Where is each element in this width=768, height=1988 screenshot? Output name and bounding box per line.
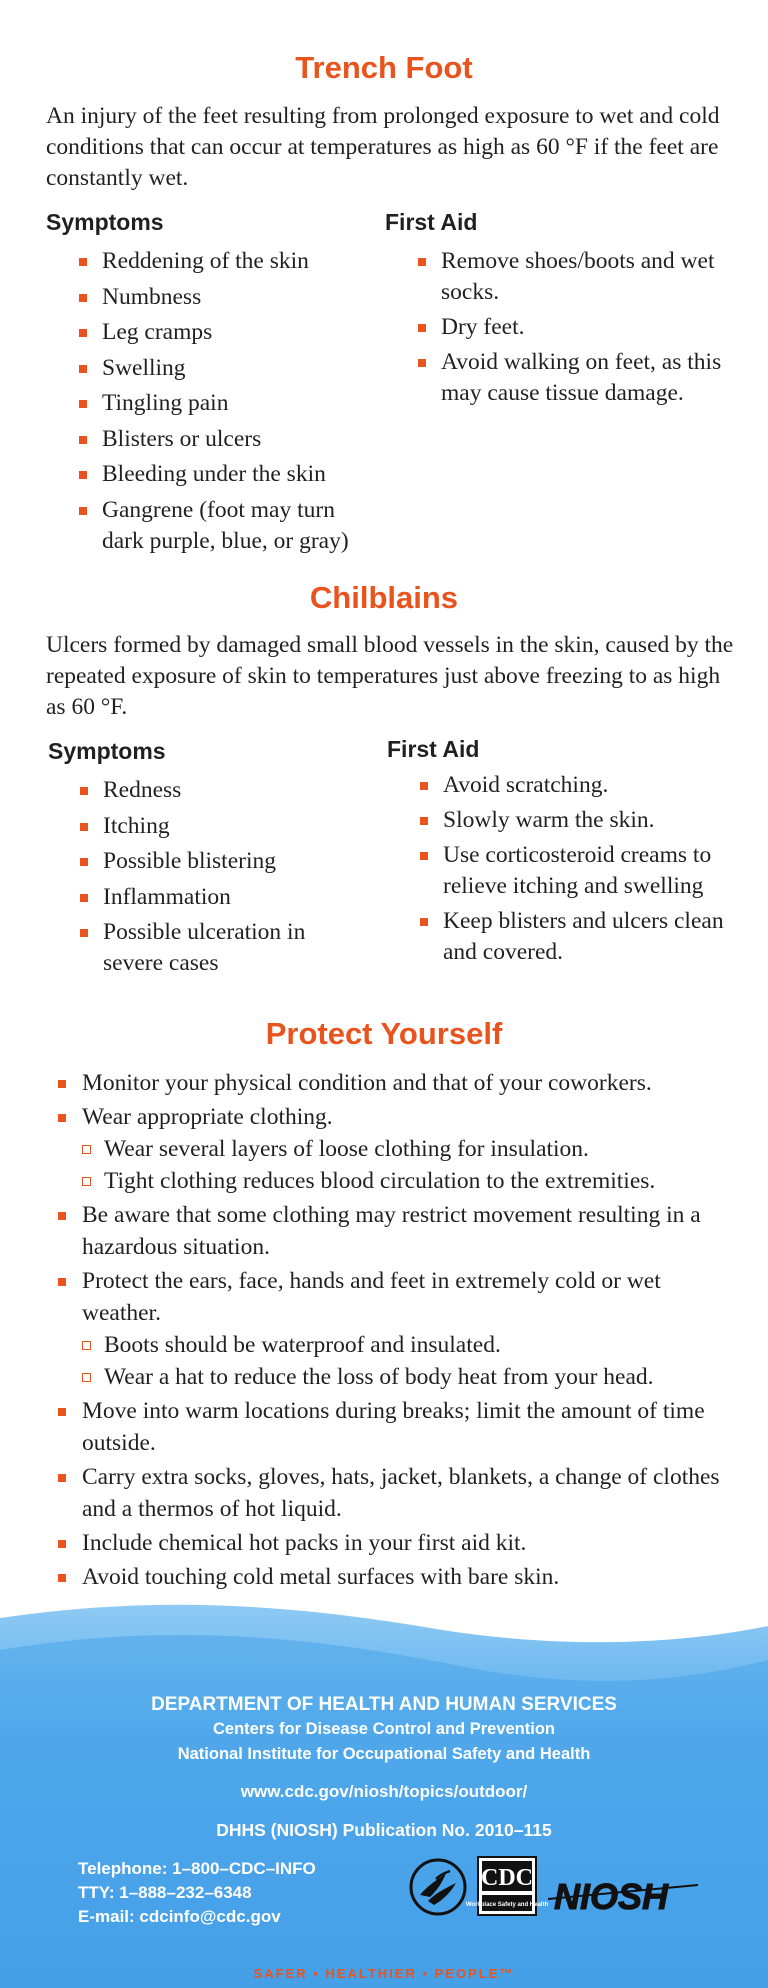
protect-yourself-list [58,1067,738,1595]
chilblains-intro: Ulcers formed by damaged small blood vessels in the skin, caused by the repeated exposure of skin to temperatures just above freezing to as high as 60 °F. [46,632,734,720]
bullet-square-icon [80,894,88,902]
symptom-item-text: Reddening of the skin [102,248,309,274]
protect-sublist [82,1133,738,1197]
footer-email[interactable]: E-mail: cdcinfo@cdc.gov [78,1907,281,1926]
bullet-square-icon [418,258,426,266]
cdc-logo-text: CDC [481,1865,533,1891]
bullet-square-icon [79,471,87,479]
symptom-item [80,846,370,877]
bullet-square-icon [79,258,87,266]
footer-niosh-full: National Institute for Occupational Safety and Health [177,1745,591,1763]
symptom-item-text: Tingling pain [102,390,229,416]
symptom-item-text: Leg cramps [102,319,213,345]
protect-item-text: Move into warm locations during breaks; limit the amount of time outside. [82,1398,705,1456]
bullet-square-icon [79,365,87,373]
protect-subitem-text: Tight clothing reduces blood circulation to the extremities. [104,1168,656,1194]
symptom-item [79,246,369,277]
bullet-square-icon [79,294,87,302]
footer-tty: TTY: 1–888–232–6348 [78,1883,252,1902]
protect-yourself-title: Protect Yourself [265,1016,503,1051]
chilblains-title: Chilblains [309,580,459,615]
protect-subitem [82,1133,738,1165]
trench-foot-first-aid-list [418,246,738,413]
protect-item-text: Include chemical hot packs in your first aid kit. [82,1530,527,1556]
symptom-item-text: Inflammation [103,883,231,910]
protect-subitem [82,1361,738,1393]
symptom-item [79,495,369,557]
symptom-item-text: Itching [103,812,170,839]
trench-foot-symptoms-list [79,246,369,561]
protect-item [58,1395,738,1459]
symptom-item [80,775,370,806]
bullet-square-icon [420,918,428,926]
bullet-square-icon [418,324,426,332]
symptom-item-text: Possible ulceration in severe cases [103,919,306,976]
bullet-hollow-square-icon [82,1373,91,1382]
protect-item [58,1265,738,1393]
footer-department: DEPARTMENT OF HEALTH AND HUMAN SERVICES [151,1694,617,1715]
protect-item [58,1527,738,1559]
footer-cdc: Centers for Disease Control and Prevention [213,1720,555,1738]
symptom-item [79,459,369,490]
protect-subitem [82,1329,738,1361]
symptom-item-text: Redness [103,777,182,803]
first-aid-item-text: Avoid scratching. [443,772,609,798]
footer-contact [78,1857,316,1929]
protect-item-text: Be aware that some clothing may restrict movement resulting in a hazardous situation. [82,1202,701,1260]
hhs-eagle-logo-icon [406,1855,470,1919]
protect-item-text: Wear appropriate clothing. [82,1104,333,1130]
first-aid-item [420,770,740,801]
protect-item [58,1101,738,1197]
trench-foot-intro: An injury of the feet resulting from prolonged exposure to wet and cold conditions that can occur at temperatures as high as 60 °F if the feet are constantly wet. [46,103,720,191]
bullet-square-icon [58,1540,66,1548]
bullet-square-icon [58,1278,66,1286]
protect-subitem-text: Wear several layers of loose clothing for insulation. [104,1136,589,1162]
niosh-logo-text: NIOSH [554,1876,669,1917]
first-aid-item-text: Dry feet. [441,314,525,340]
symptom-item [79,388,369,419]
symptom-item [79,424,369,455]
bullet-square-icon [58,1114,66,1122]
protect-item [58,1067,738,1099]
trench-foot-title: Trench Foot [295,50,473,85]
first-aid-item [418,246,738,308]
bullet-square-icon [80,929,88,937]
protect-subitem-text: Wear a hat to reduce the loss of body heat from your head. [104,1364,654,1390]
bullet-square-icon [80,858,88,866]
symptom-item [79,353,369,384]
protect-item-text: Carry extra socks, gloves, hats, jacket, blankets, a change of clothes and a thermos of hot liquid. [82,1464,720,1522]
trench-foot-symptoms-heading: Symptoms [46,209,164,235]
footer-telephone: Telephone: 1–800–CDC–INFO [78,1859,316,1878]
symptom-item-text: Numbness [102,283,202,310]
bullet-hollow-square-icon [82,1145,91,1154]
protect-sublist [82,1329,738,1393]
protect-subitem [82,1165,738,1197]
symptom-item [79,317,369,348]
symptom-item-text: Possible blistering [103,848,276,874]
bullet-square-icon [58,1474,66,1482]
symptom-item [80,882,370,913]
first-aid-item [418,312,738,343]
bullet-square-icon [58,1574,66,1582]
bullet-square-icon [420,852,428,860]
symptom-item-text: Bleeding under the skin [102,461,326,487]
bullet-square-icon [58,1080,66,1088]
bullet-square-icon [58,1212,66,1220]
symptom-item [79,282,369,313]
protect-item-text: Monitor your physical condition and that of your coworkers. [82,1070,652,1096]
bullet-square-icon [58,1408,66,1416]
protect-item [58,1461,738,1525]
first-aid-item-text: Keep blisters and ulcers clean and covered. [443,908,724,965]
protect-item-text: Avoid touching cold metal surfaces with bare skin. [82,1564,560,1590]
first-aid-item [418,347,738,409]
footer-url-link[interactable]: www.cdc.gov/niosh/topics/outdoor/ [240,1782,528,1801]
trench-foot-first-aid-heading: First Aid [385,209,478,235]
bullet-square-icon [418,359,426,367]
niosh-logo-icon [548,1855,700,1919]
bullet-square-icon [420,782,428,790]
protect-item [58,1561,738,1593]
bullet-square-icon [79,400,87,408]
bullet-square-icon [79,507,87,515]
protect-item [58,1199,738,1263]
symptom-item [80,811,370,842]
bullet-hollow-square-icon [82,1177,91,1186]
chilblains-symptoms-list [80,775,370,984]
cdc-logo-subtext: Workplace Safety and Health [465,1902,549,1908]
chilblains-symptoms-heading: Symptoms [48,738,166,764]
bullet-square-icon [80,823,88,831]
symptom-item-text: Swelling [102,354,186,381]
bullet-hollow-square-icon [82,1341,91,1350]
footer-tagline: SAFER • HEALTHIER • PEOPLE™ [253,1966,515,1981]
first-aid-item [420,906,740,968]
chilblains-first-aid-heading: First Aid [387,736,480,762]
footer-publication: DHHS (NIOSH) Publication No. 2010–115 [216,1820,552,1840]
symptom-item [80,917,370,979]
first-aid-item [420,805,740,836]
chilblains-first-aid-list [420,770,740,972]
bullet-square-icon [80,787,88,795]
bullet-square-icon [420,817,428,825]
symptom-item-text: Blisters or ulcers [102,425,262,452]
bullet-square-icon [79,329,87,337]
first-aid-item-text: Use corticosteroid creams to relieve itching and swelling [443,842,712,899]
first-aid-item-text: Avoid walking on feet, as this may cause tissue damage. [441,349,722,406]
first-aid-item-text: Slowly warm the skin. [443,807,655,833]
cdc-logo-icon [465,1855,549,1919]
protect-subitem-text: Boots should be waterproof and insulated. [104,1332,501,1358]
symptom-item-text: Gangrene (foot may turn dark purple, blue, or gray) [102,496,349,554]
bullet-square-icon [79,436,87,444]
first-aid-item [420,840,740,902]
first-aid-item-text: Remove shoes/boots and wet socks. [441,248,715,305]
protect-item-text: Protect the ears, face, hands and feet in extremely cold or wet weather. [82,1268,661,1326]
